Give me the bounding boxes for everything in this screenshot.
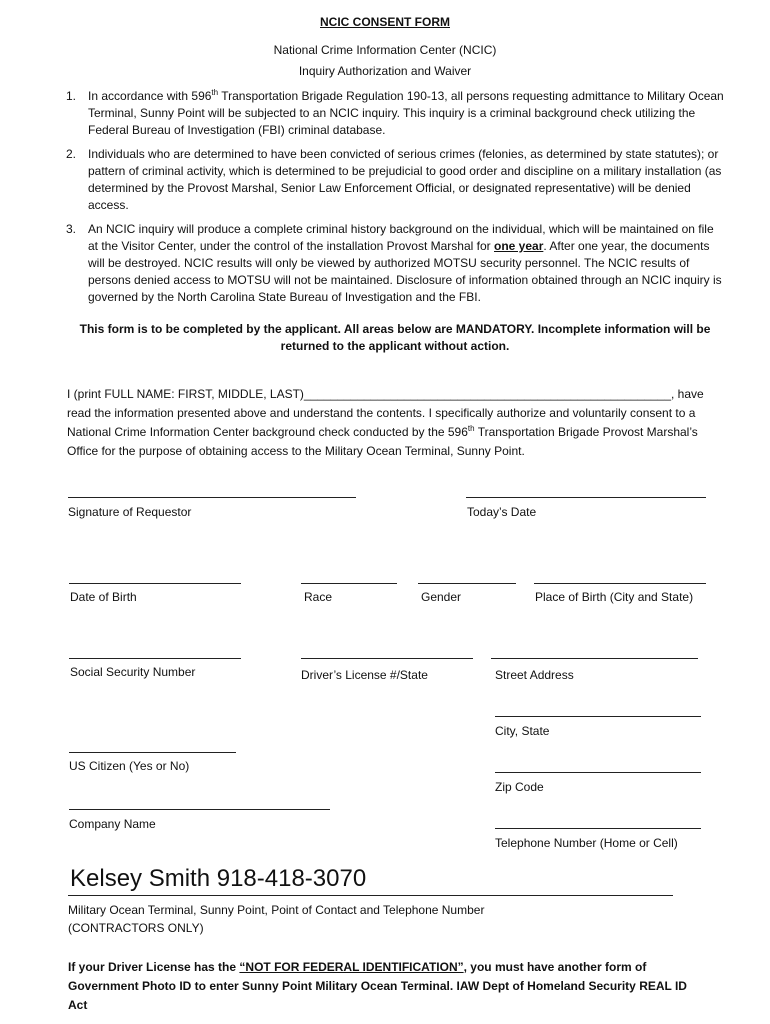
poc-line xyxy=(68,895,673,896)
race-line[interactable] xyxy=(301,583,397,584)
zip-line[interactable] xyxy=(495,772,701,773)
street-line[interactable] xyxy=(491,658,698,659)
ssn-label: Social Security Number xyxy=(70,665,196,679)
gender-label: Gender xyxy=(421,590,462,604)
form-subtitle: National Crime Information Center (NCIC) xyxy=(273,43,497,57)
pob-label: Place of Birth (City and State) xyxy=(535,590,694,604)
instruction-notice: This form is to be completed by the applicant. All areas below are MANDATORY. Incomplete information will be returned to the applicant without action. xyxy=(79,322,711,353)
pob-line[interactable] xyxy=(534,583,706,584)
dob-line[interactable] xyxy=(69,583,241,584)
license-line[interactable] xyxy=(301,658,473,659)
license-label: Driver’s License #/State xyxy=(301,668,428,682)
poc-note: (CONTRACTORS ONLY) xyxy=(68,921,204,935)
race-label: Race xyxy=(304,590,333,604)
poc-label: Military Ocean Terminal, Sunny Point, Point of Contact and Telephone Number xyxy=(68,903,485,917)
ssn-line[interactable] xyxy=(69,658,241,659)
signature-label: Signature of Requestor xyxy=(68,505,192,519)
list-item: 3. An NCIC inquiry will produce a complete criminal history background on the individual, which will be maintained on file at the Visitor Center, under the control of the installation Provost Marshal for one year. After one year, the documents will be destroyed. NCIC results will only be viewed by authorized MOTSU security personnel. The NCIC results of persons denied access to MOTSU will not be maintained. Disclosure of information obtained through an NCIC inquiry is governed by the North Carolina State Bureau of Investigation and the FBI. xyxy=(66,222,722,304)
citizen-line[interactable] xyxy=(69,752,236,753)
gender-line[interactable] xyxy=(418,583,516,584)
phone-line[interactable] xyxy=(495,828,701,829)
list-item: 1. In accordance with 596th Transportation Brigade Regulation 190-13, all persons requesting admittance to Military Ocean Terminal, Sunny Point will be subjected to an NCIC inquiry. This inquiry is a criminal background check utilizing the Federal Bureau of Investigation (FBI) criminal database. xyxy=(66,88,724,137)
today-date-line[interactable] xyxy=(466,497,706,498)
footer-notice: If your Driver License has the “NOT FOR FEDERAL IDENTIFICATION”, you must have another form of Government Photo ID to enter Sunny Point Military Ocean Terminal. IAW Dept of Homeland Security REAL ID Act xyxy=(68,960,687,1012)
city-line[interactable] xyxy=(495,716,701,717)
poc-value[interactable]: Kelsey Smith 918-418-3070 xyxy=(70,865,367,892)
signature-line[interactable] xyxy=(68,497,356,498)
phone-label: Telephone Number (Home or Cell) xyxy=(495,836,678,850)
dob-label: Date of Birth xyxy=(70,590,137,604)
city-label: City, State xyxy=(495,724,550,738)
list-item: 2. Individuals who are determined to have been convicted of serious crimes (felonies, as determined by state statutes); or pattern of criminal activity, which is determined to be prejudicial to good order and discipline on a military installation (as determined by the Provost Marshal, Senior Law Enforcement Official, or designated representative) will be denied access. xyxy=(66,147,722,212)
consent-paragraph: I (print FULL NAME: FIRST, MIDDLE, LAST)_______________________________________________________, have read the information presented above and understand the contents. I specifically authorize and voluntarily consent to a National Crime Information Center background check conducted by the 596th Transportation Brigade Provost Marshal’s Office for the purpose of obtaining access to the Military Ocean Terminal, Sunny Point. xyxy=(67,387,704,458)
zip-label: Zip Code xyxy=(495,780,544,794)
company-label: Company Name xyxy=(69,817,156,831)
today-date-label: Today’s Date xyxy=(467,505,537,519)
form-subtitle-2: Inquiry Authorization and Waiver xyxy=(298,64,472,78)
citizen-label: US Citizen (Yes or No) xyxy=(69,759,190,773)
company-line[interactable] xyxy=(69,809,330,810)
form-title: NCIC CONSENT FORM xyxy=(320,15,450,29)
street-label: Street Address xyxy=(495,668,574,682)
